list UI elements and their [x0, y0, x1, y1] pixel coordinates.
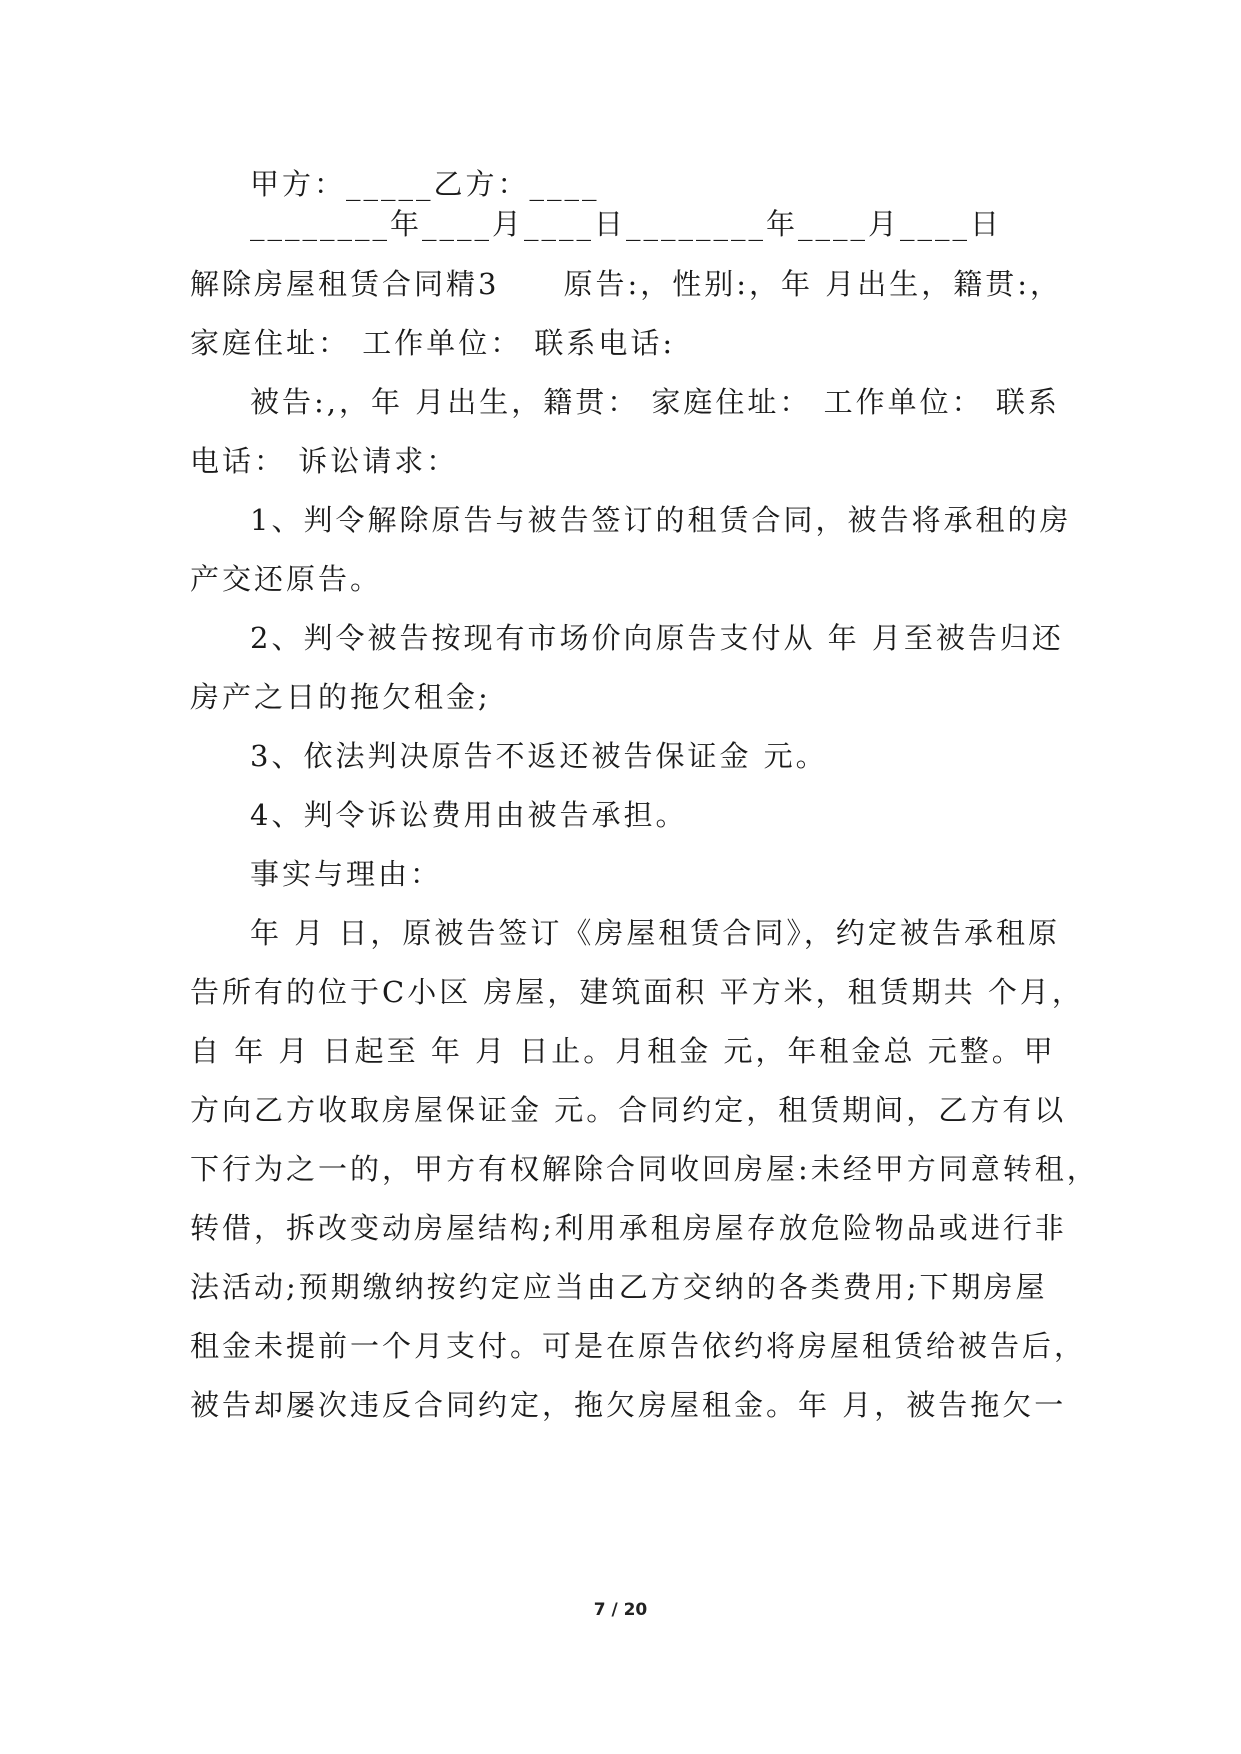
facts-paragraph-line: 下行为之一的，甲方有权解除合同收回房屋:未经甲方同意转租， [190, 1152, 1099, 1186]
claim-2-line-1: 2、判令被告按现有市场价向原告支付从 年 月至被告归还 [250, 621, 1064, 655]
facts-paragraph-line: 告所有的位于C小区 房屋，建筑面积 平方米，租赁期共 个月， [190, 975, 1084, 1009]
facts-paragraph-line: 年 月 日，原被告签订《房屋租赁合同》，约定被告承租原 [250, 916, 1060, 950]
facts-paragraph-line: 自 年 月 日起至 年 月 日止。月租金 元，年租金总 元整。甲 [190, 1034, 1056, 1068]
facts-paragraph-line: 法活动;预期缴纳按约定应当由乙方交纳的各类费用;下期房屋 [190, 1270, 1048, 1304]
defendant-info-line: 被告:,，年 月出生，籍贯： 家庭住址： 工作单位： 联系 [250, 385, 1060, 419]
facts-heading-line: 事实与理由： [250, 857, 443, 891]
facts-paragraph-line: 转借，拆改变动房屋结构;利用承租房屋存放危险物品或进行非 [190, 1211, 1067, 1245]
claim-2-line-2: 房产之日的拖欠租金; [190, 680, 491, 714]
document-title-line: 解除房屋租赁合同精3 原告:，性别:，年 月出生，籍贯:， [190, 267, 1062, 301]
party-line: 甲方：_____乙方：____ [250, 167, 600, 201]
facts-paragraph-line: 被告却屡次违反合同约定，拖欠房屋租金。年 月，被告拖欠一 [190, 1388, 1067, 1422]
claim-4-line: 4、判令诉讼费用由被告承担。 [250, 798, 688, 832]
page-number: 7 / 20 [593, 1600, 648, 1620]
facts-paragraph-line: 方向乙方收取房屋保证金 元。合同约定，租赁期间，乙方有以 [190, 1093, 1067, 1127]
claim-1-line-2: 产交还原告。 [190, 562, 383, 596]
claim-3-line: 3、依法判决原告不返还被告保证金 元。 [250, 739, 828, 773]
plaintiff-info-line: 家庭住址： 工作单位： 联系电话: [190, 326, 676, 360]
date-line: ________年____月____日________年____月____日 [250, 207, 1003, 241]
claim-1-line-1: 1、判令解除原告与被告签订的租赁合同，被告将承租的房 [250, 503, 1072, 537]
claims-heading-line: 电话： 诉讼请求： [190, 444, 459, 478]
facts-paragraph-line: 租金未提前一个月支付。可是在原告依约将房屋租赁给被告后， [190, 1329, 1087, 1363]
